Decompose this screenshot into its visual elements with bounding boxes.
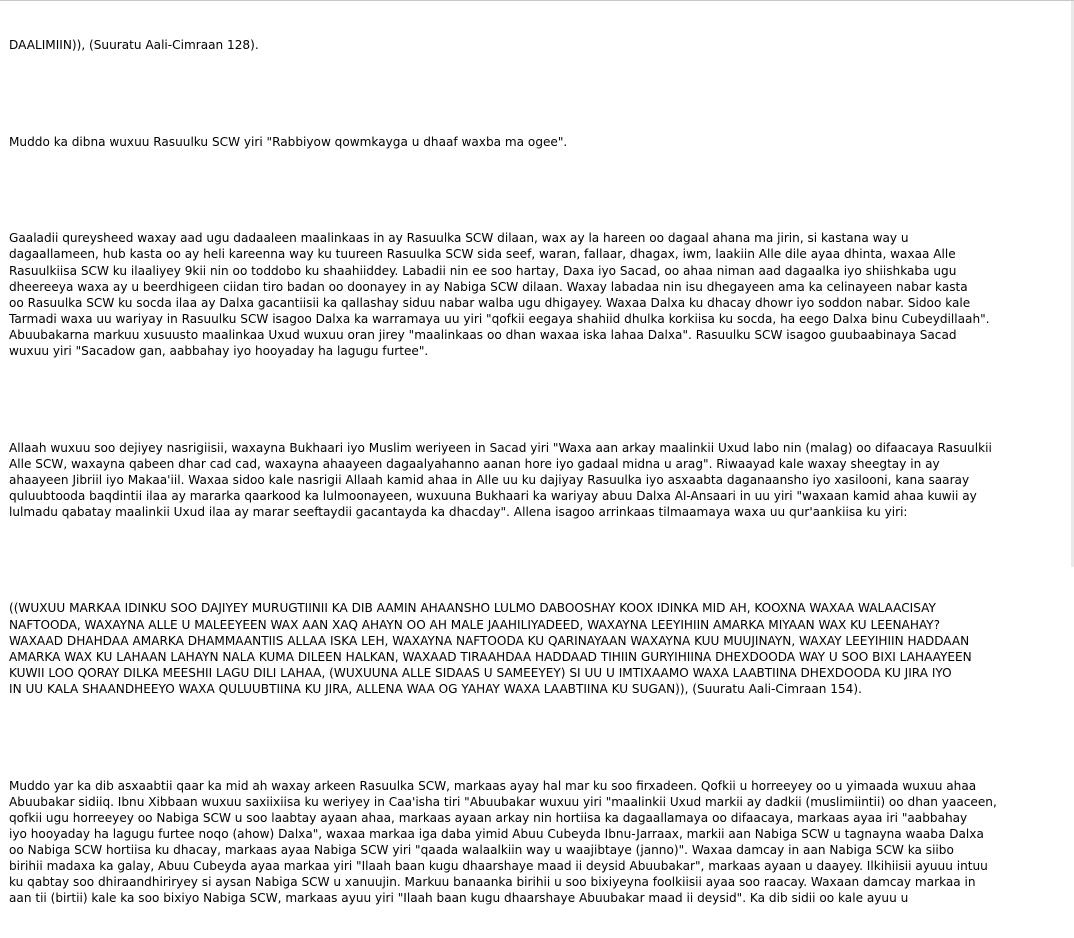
paragraph-spacer xyxy=(9,552,1069,568)
paragraph-spacer xyxy=(9,729,1069,745)
paragraph: Allaah wuxuu soo dejiyey nasrigiisii, waxayna Bukhaari iyo Muslim weriyeen in Sacad yiri "Waxa aan arkay maalinkii Uxud labo nin (malag) oo difaacaya Rasuulkii Alle SCW, waxayna qabeen dhar cad cad, waxayna ahaayeen dagaalyahanno aanan hore iyo gadaal midna u arag". Riwaayad kale waxay sheegtay in ay ahaayeen Jibriil iyo Makaa'iil. Waxaa sidoo kale nasrigii Allaah kamid ahaa in Alle uu ku dajiyay Rasuulka iyo asxaabta daganaansho iyo xasilooni, kana saaray quluubtooda baqdintii ilaa ay mararka qaarkood ka lulmoonayeen, wuxuuna Bukhaari ka wariyay abuu Dalxa Al-Ansaari in uu yiri "waxaan kamid ahaa kuwii ay lulmadu qabatay maalinkii Uxud ilaa ay marar seeftaydii gacantayda ka dhacday". Allena isagoo arrinkaas tilmaamaya waxa uu qur'aankiisa ku yiri: xyxy=(9,440,992,519)
paragraph: Gaaladii qureysheed waxay aad ugu dadaaleen maalinkaas in ay Rasuulka SCW dilaan, wax ay la hareen oo dagaal ahana ma jirin, si kastana way u dagaallameen, hub kasta oo ay heli kareenna way ku tuureen Rasuulka SCW sida seef, waran, fallaar, dhagax, iwm, laakiin Alle dile ayaa dhinta, waxaa Alle Rasuulkiisa SCW ku ilaaliyey 9kii nin oo toddobo ku shaahiiddey. Labadii nin ee soo hartay, Daxa iyo Sacad, oo ahaa niman aad dagaalka iyo shiishkaba ugu dheereeya waxa ay u beerdhigeen ciidan tiro badan oo doonayey in ay Nabiga SCW dilaan. Waxay labadaa nin isu dhegayeen ama ka celinayeen nabar kasta oo Rasuulka SCW ku socda ilaa ay Dalxa gacantiisii ka qallashay siduu nabar walba ugu dhigayey. Waxaa Dalxa ku dhacay dhowr iyo soddon nabar. Sidoo kale Tarmadi waxa uu wariyay in Rasuulku SCW isagoo Dalxa ka warramaya uu yiri "qofkii eegaya shahiid dhulka korkiisa ku socda, ha eego Dalxa binu Cubeydillaah". Abuubakarna markuu xusuusto maalinkaa Uxud wuxuu oran jirey "maalinkaas oo dhan waxaa iska lahaa Dalxa". Rasuulku SCW isagoo guubaabinaya Sacad wuxuu yiri "Sacadow gan, aabbahay iyo hooyaday ha lagugu furtee". xyxy=(9,231,990,358)
document-body xyxy=(9,5,1069,938)
paragraph: Muddo ka dibna wuxuu Rasuulku SCW yiri "Rabbiyow qowmkayga u dhaaf waxba ma ogee". xyxy=(9,134,568,149)
paragraph-spacer xyxy=(9,85,1069,101)
paragraph-spacer xyxy=(9,391,1069,407)
paragraph: DAALIMIIN)), (Suuratu Aali-Cimraan 128). xyxy=(9,38,259,53)
quran-verse: ((WUXUU MARKAA IDINKU SOO DAJIYEY MURUGTIINII KA DIB AAMIN AHAANSHO LULMO DABOOSHAY KOOX IDINKA MID AH, KOOXNA WAXAA WALAACISAY NAFTOODA, WAXAYNA ALLE U MALEEYEEN WAX AAN XAQ AHAYN OO AH MALE JAAHILIYADEED, WAXAYNA LEEYIHIIN AMARKA MIYAAN WAX KU LEENAHAY? WAXAAD DHAHDAA AMARKA DHAMMAANTIIS ALLAA ISKA LEH, WAXAYNA NAFTOODA KU QARINAYAAN WAXAYNA KUU MUUJINAYN, WAXAY LEEYIHIIN HADDAAN AMARKA WAX KU LAHAAN LAHAYN NALA KUMA DILEEN HALKAN, WAXAAD TIRAAHDAA HADDAAD TIHIIN GURYIHIINA DHEXDOODA WAY U SOO BIXI LAHAAYEEN KUWII LOO QORAY DILKA MEESHII LAGU DILI LAHAA, (WUXUUNA ALLE SIDAAS U SAMEEYEY) SI UU U IMTIXAAMO WAXA LAABTIINA DHEXDOODA KU JIRA IYO IN UU KALA SHAANDHEEYO WAXA QULUUBTIINA KU JIRA, ALLENA WAA OG YAHAY WAXA LAABTIINA KU SUGAN)), (Suuratu Aali-Cimraan 154). xyxy=(9,601,972,696)
paragraph-spacer xyxy=(9,182,1069,198)
paragraph: Muddo yar ka dib asxaabtii qaar ka mid ah waxay arkeen Rasuulka SCW, markaas ayay hal mar ku soo firxadeen. Qofkii u horreeyey oo u yimaada wuxuu ahaa Abuubakar sidiiq. Ibnu Xibbaan wuxuu saxiixiisa ku weriyey in Caa'isha tiri "Abuubakar wuxuu yiri "maalinkii Uxud markii ay dadkii (muslimiintii) oo dhan yaaceen, qofkii ugu horreeyey oo Nabiga SCW u soo laabtay ayaan ahaa, markaas ayaan arkay nin hortiisa ka dagaallamaya oo difaacaya, markaas ayaa iri "aabbahay iyo hooyaday ha lagugu furtee noqo (ahow) Dalxa", waxaa markaa iga daba yimid Abuu Cubeyda Ibnu-Jarraax, markii aan Nabiga SCW u tagnayna waaba Dalxa oo Nabiga SCW hortiisa ku dhacay, markaas ayaa Nabiga SCW yiri "qaada walaalkiin way u waajibtaye (janno)". Waxaa damcay in aan Nabiga SCW ka siibo birihii madaxa ka galay, Abuu Cubeyda ayaa markaa yiri "Ilaah baan kugu dhaarshaye maad ii deysid Abuubakar", markaas ayaan u daayey. Ilkihiisii ayuuu intuu ku qabtay soo dhiraandhiriryey si aysan Nabiga SCW u xanuujin. Markuu banaanka birihii u soo bixiyeyna foolkiisii ayaa soo raacay. Waxaan damcay markaa in aan tii (birtii) kale ka soo bixiyo Nabiga SCW, markaas ayuu yiri "Ilaah baan kugu dhaarshaye Abuubakar maad ii deysid". Ka dib sidii oo kale ayuu u xyxy=(9,778,997,906)
